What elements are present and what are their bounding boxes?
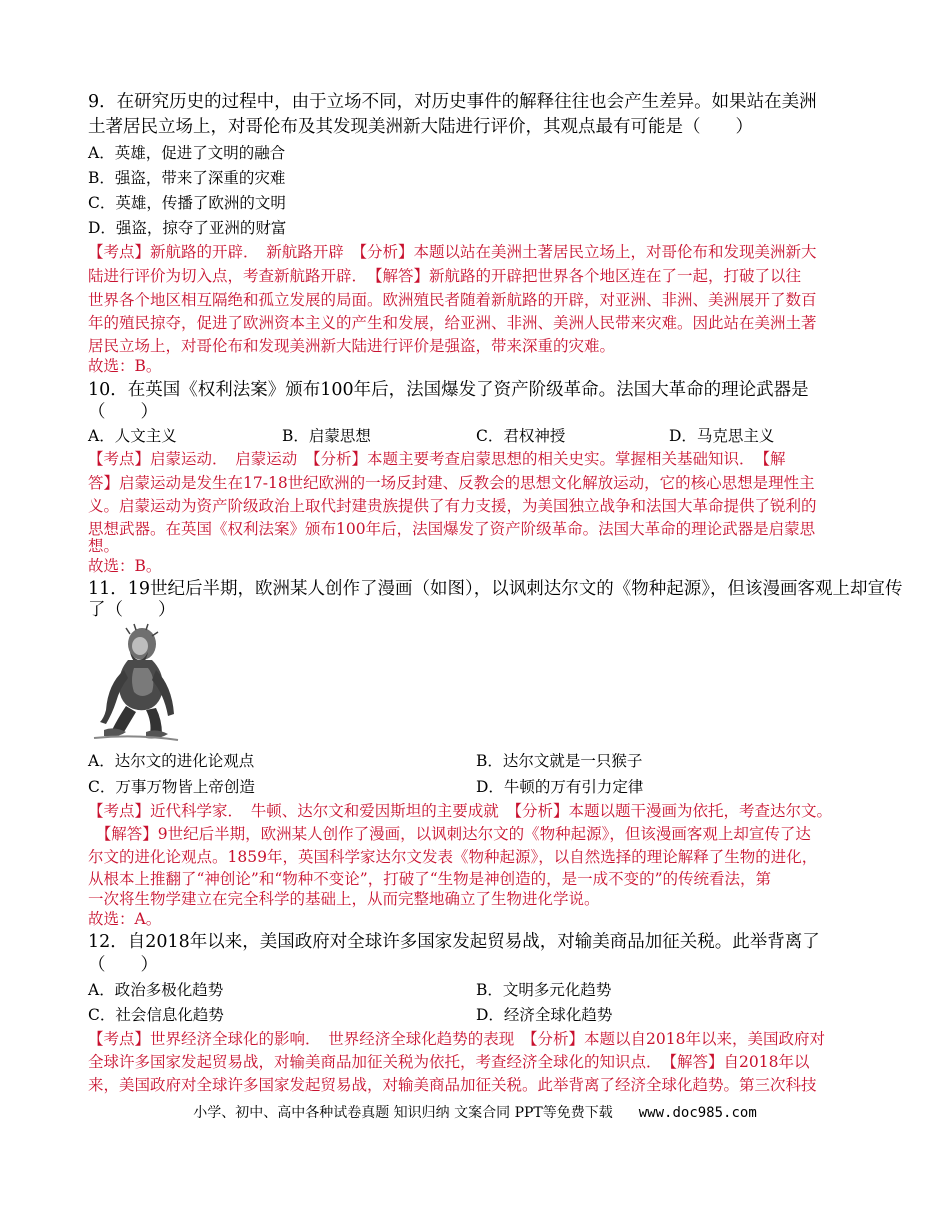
q11-option-c: C．万事万物皆上帝创造 — [88, 778, 255, 796]
darwin-ape-cartoon — [90, 622, 182, 744]
q10-answer: 故选：B。 — [88, 557, 162, 575]
q11-analysis-line1: 【考点】近代科学家． 牛顿、达尔文和爱因斯坦的主要成就 【分析】本题以题干漫画为依托，考查达尔文。 — [88, 802, 833, 820]
q12-stem-line2: （ ） — [88, 955, 158, 975]
q9-analysis-line5: 居民立场上，对哥伦布和发现美洲新大陆进行评价是强盗，带来深重的灾难。 — [88, 337, 616, 355]
q10-option-b: B．启蒙思想 — [282, 427, 371, 445]
q10-option-a: A．人文主义 — [88, 427, 177, 445]
q10-stem-line1: 10．在英国《权利法案》颁布100年后，法国爆发了资产阶级革命。法国大革命的理论武器是 — [88, 380, 809, 400]
q12-analysis-line3: 来，美国政府对全球许多国家发起贸易战，对输美商品加征关税。此举背离了经济全球化趋势。第三次科技 — [88, 1076, 817, 1094]
q12-option-d: D．经济全球化趋势 — [476, 1006, 613, 1024]
footer-text: 小学、初中、高中各种试卷真题 知识归纳 文案合同 PPT等免费下载 — [193, 1105, 613, 1121]
q9-option-c: C．英雄，传播了欧洲的文明 — [88, 194, 286, 212]
q11-option-a: A．达尔文的进化论观点 — [88, 752, 255, 770]
q11-option-b: B．达尔文就是一只猴子 — [476, 752, 643, 770]
q11-stem-line1: 11．19世纪后半期，欧洲某人创作了漫画（如图），以讽刺达尔文的《物种起源》，但该漫画客观上却宣传 — [88, 579, 903, 599]
q12-option-b: B．文明多元化趋势 — [476, 981, 612, 999]
q12-option-a: A．政治多极化趋势 — [88, 981, 224, 999]
q9-option-b: B．强盗，带来了深重的灾难 — [88, 169, 286, 187]
q11-analysis-line4: 从根本上推翻了“神创论”和“物种不变论”，打破了“生物是神创造的，是一成不变的”的传统看法，第 — [88, 870, 772, 888]
q10-stem-line2: （ ） — [88, 402, 158, 422]
q9-analysis-line1: 【考点】新航路的开辟． 新航路开辟 【分析】本题以站在美洲土著居民立场上，对哥伦布和发现美洲新大 — [88, 243, 817, 261]
q9-stem-line1: 9．在研究历史的过程中，由于立场不同，对历史事件的解释往往也会产生差异。如果站在美洲 — [88, 92, 817, 112]
q9-analysis-line4: 年的殖民掠夺，促进了欧洲资本主义的产生和发展，给亚洲、非洲、美洲人民带来灾难。因此站在美洲土著 — [88, 314, 817, 332]
q12-option-c: C．社会信息化趋势 — [88, 1006, 224, 1024]
q11-option-d: D．牛顿的万有引力定律 — [476, 778, 644, 796]
q11-answer: 故选：A。 — [88, 910, 162, 928]
q11-analysis-line5: 一次将生物学建立在完全科学的基础上，从而完整地确立了生物进化学说。 — [88, 890, 600, 908]
page-footer — [0, 1102, 950, 1122]
q12-stem-line1: 12．自2018年以来，美国政府对全球许多国家发起贸易战，对输美商品加征关税。此举背离了 — [88, 932, 820, 952]
footer-url[interactable]: www.doc985.com — [638, 1105, 757, 1121]
q11-stem-line2: 了（ ） — [88, 600, 176, 620]
q10-option-c: C．君权神授 — [476, 427, 566, 445]
q9-option-a: A．英雄，促进了文明的融合 — [88, 144, 286, 162]
q10-analysis-line4: 思想武器。在英国《权利法案》颁布100年后，法国爆发了资产阶级革命。法国大革命的理论武器是启蒙思 — [88, 520, 816, 538]
q12-analysis-line1: 【考点】世界经济全球化的影响． 世界经济全球化趋势的表现 【分析】本题以自2018年以来，美国政府对 — [88, 1030, 825, 1048]
q9-analysis-line3: 世界各个地区相互隔绝和孤立发展的局面。欧洲殖民者随着新航路的开辟，对亚洲、非洲、美洲展开了数百 — [88, 291, 817, 309]
q9-stem-line2: 土著居民立场上，对哥伦布及其发现美洲新大陆进行评价，其观点最有可能是（ ） — [88, 117, 753, 137]
q10-option-d: D．马克思主义 — [669, 427, 775, 445]
q10-analysis-line3: 义。启蒙运动为资产阶级政治上取代封建贵族提供了有力支援，为美国独立战争和法国大革命提供了锐利的 — [88, 497, 817, 515]
q11-analysis-line2: 【解答】9世纪后半期，欧洲某人创作了漫画，以讽刺达尔文的《物种起源》，但该漫画客观上却宣传了达 — [88, 825, 811, 843]
q12-analysis-line2: 全球许多国家发起贸易战，对输美商品加征关税为依托，考查经济全球化的知识点． 【解答】自2018年以 — [88, 1053, 810, 1071]
q10-analysis-line2: 答】启蒙运动是发生在17-18世纪欧洲的一场反封建、反教会的思想文化解放运动，它的核心思想是理性主 — [88, 474, 815, 492]
q10-analysis-line5: 想。 — [88, 537, 120, 555]
q9-option-d: D．强盗，掠夺了亚洲的财富 — [88, 219, 287, 237]
q9-answer: 故选：B。 — [88, 357, 162, 375]
q10-analysis-line1: 【考点】启蒙运动． 启蒙运动 【分析】本题主要考查启蒙思想的相关史实。掌握相关基础知识． 【解 — [88, 450, 786, 468]
q9-analysis-line2: 陆进行评价为切入点，考查新航路开辟． 【解答】新航路的开辟把世界各个地区连在了一起，打破了以往 — [88, 267, 802, 285]
q11-analysis-line3: 尔文的进化论观点。1859年，英国科学家达尔文发表《物种起源》，以自然选择的理论解释了生物的进化， — [88, 848, 818, 866]
